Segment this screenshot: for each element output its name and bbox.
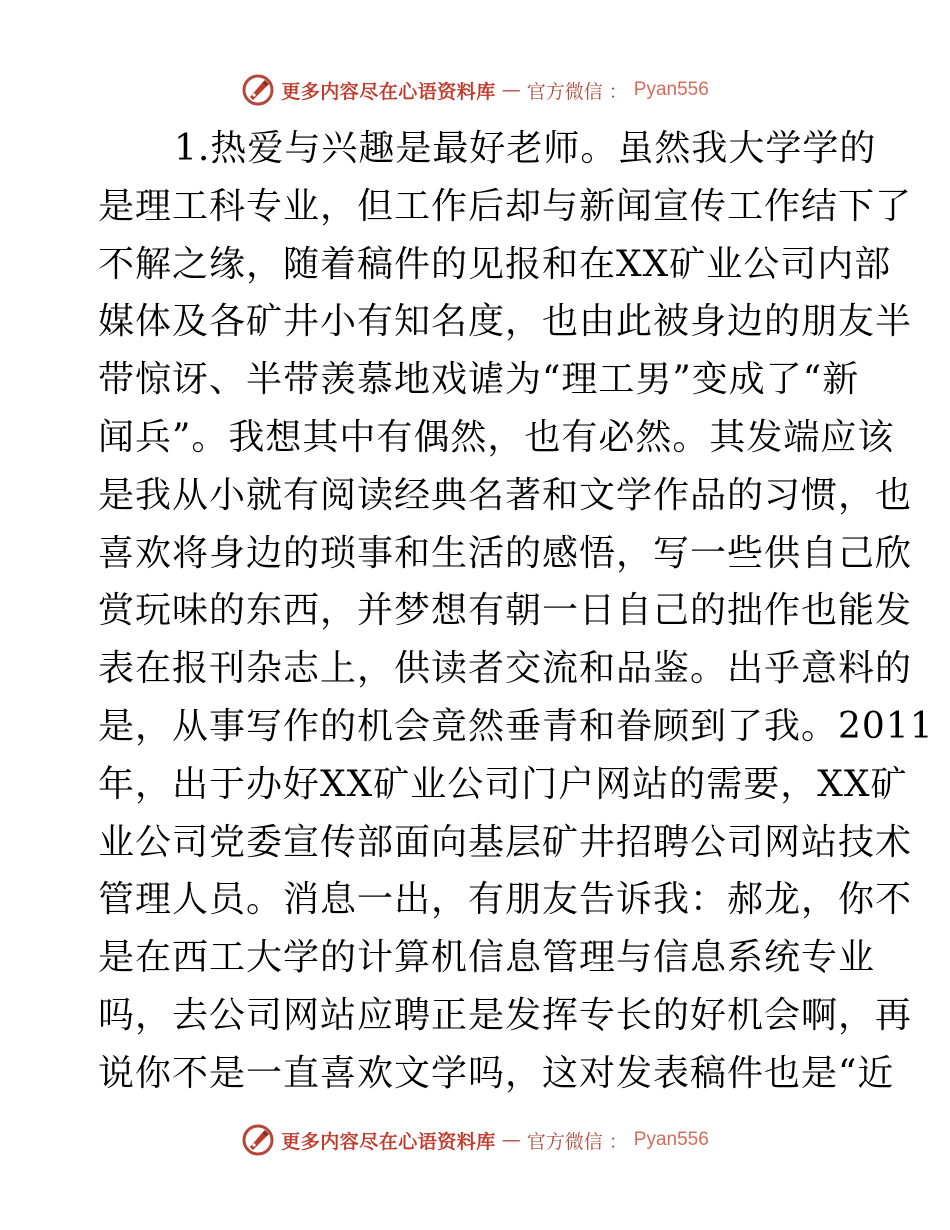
header-watermark	[0, 70, 950, 110]
paragraph-line: 是我从小就有阅读经典名著和文学作品的习惯，也	[98, 474, 913, 516]
watermark-slogan: 更多内容尽在心语资料库	[281, 80, 496, 103]
paragraph-line: 管理人员。消息一出，有朋友告诉我：郝龙，你不	[98, 879, 913, 921]
watermark-separator: ：	[608, 80, 628, 103]
paragraph-line: 赏玩味的东西，并梦想有朝一日自己的拙作也能发	[98, 590, 913, 632]
watermark-separator: ：	[608, 1130, 628, 1153]
paragraph-line: 业公司党委宣传部面向基层矿井招聘公司网站技术	[98, 821, 913, 863]
paragraph-line: 是理工科专业，但工作后却与新闻宣传工作结下了	[98, 185, 913, 227]
watermark-dash: —	[501, 1129, 521, 1151]
footer-watermark	[0, 1120, 950, 1160]
pen-nib-logo-icon	[241, 73, 275, 107]
paragraph-line: 1.热爱与兴趣是最好老师。虽然我大学学的	[174, 128, 877, 169]
watermark-account-label: 官方微信	[526, 80, 603, 103]
paragraph-line: 说你不是一直喜欢文学吗，这对发表稿件也是“近	[98, 1052, 895, 1094]
paragraph-line: 表在报刊杂志上，供读者交流和品鉴。出乎意料的	[98, 648, 913, 690]
watermark-slogan: 更多内容尽在心语资料库	[281, 1130, 496, 1153]
paragraph-line: 喜欢将身边的琐事和生活的感悟，写一些供自己欣	[98, 532, 913, 574]
watermark-account-label: 官方微信	[526, 1130, 603, 1153]
paragraph-line: 年，出于办好XX矿业公司门户网站的需要，XX矿	[98, 763, 908, 805]
paragraph-line: 闻兵”。我想其中有偶然，也有必然。其发端应该	[98, 416, 895, 458]
document-body	[98, 120, 934, 1103]
watermark-account-id: Pyan556	[633, 79, 709, 100]
paragraph-line: 不解之缘，随着稿件的见报和在XX矿业公司内部	[98, 243, 892, 285]
paragraph-line: 是在西工大学的计算机信息管理与信息系统专业	[98, 937, 876, 979]
pen-nib-logo-icon	[241, 1123, 275, 1157]
watermark-account-id: Pyan556	[633, 1129, 709, 1150]
watermark-dash: —	[501, 79, 521, 101]
paragraph-line: 带惊讶、半带羡慕地戏谑为“理工男”变成了“新	[98, 359, 860, 401]
paragraph-line: 是，从事写作的机会竟然垂青和眷顾到了我。2011	[98, 705, 934, 747]
paragraph-line: 吗，去公司网站应聘正是发挥专长的好机会啊，再	[98, 994, 913, 1036]
paragraph-line: 媒体及各矿井小有知名度，也由此被身边的朋友半	[98, 301, 913, 343]
